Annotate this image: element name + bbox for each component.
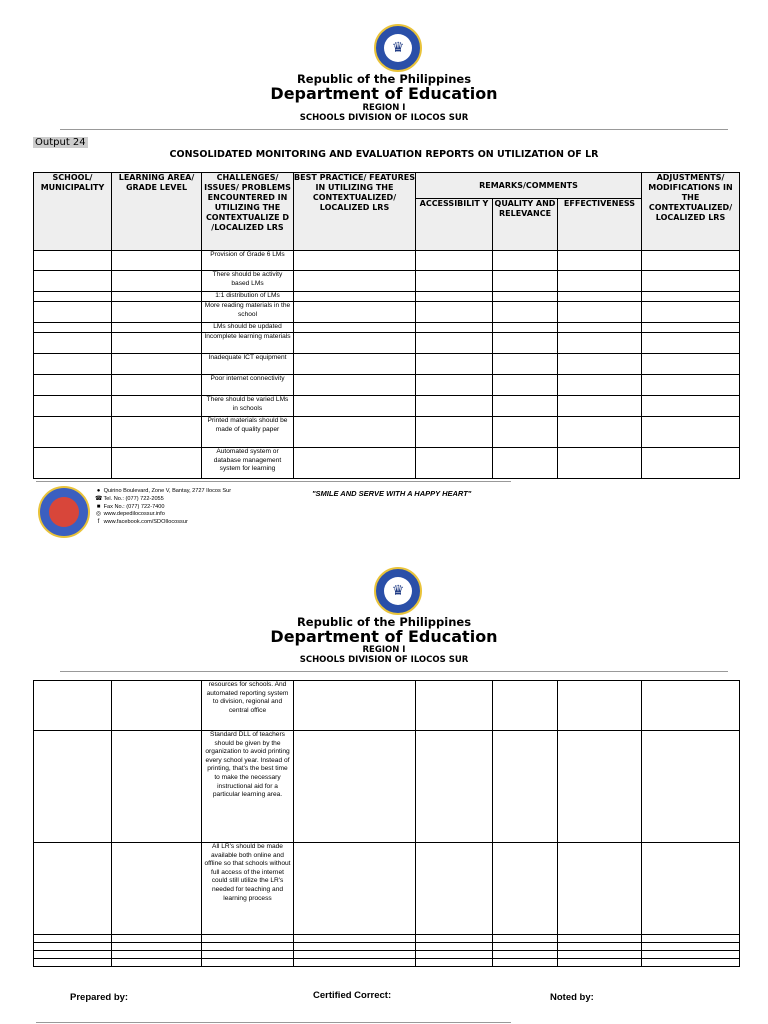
empty-cell	[558, 681, 642, 731]
challenge-cell	[202, 951, 294, 959]
empty-cell	[493, 417, 558, 448]
empty-cell	[416, 396, 493, 417]
empty-cell	[294, 731, 416, 843]
empty-cell	[112, 731, 202, 843]
empty-cell	[112, 417, 202, 448]
empty-cell	[416, 302, 493, 323]
empty-cell	[112, 323, 202, 333]
prepared-by-label: Prepared by:	[70, 992, 129, 1003]
empty-cell	[294, 951, 416, 959]
empty-cell	[642, 271, 740, 292]
empty-cell	[642, 681, 740, 731]
empty-cell	[642, 302, 740, 323]
monitoring-table-page2	[33, 680, 740, 967]
challenge-cell	[202, 935, 294, 943]
footer-divider-p2	[36, 1022, 511, 1023]
table-row	[34, 302, 740, 323]
seal-torch-icon-p2: ♛	[384, 577, 412, 605]
empty-cell	[34, 935, 112, 943]
col-header-learning-area: LEARNING AREA/ GRADE LEVEL	[112, 173, 202, 251]
facebook-link[interactable]: www.facebook.com/SDOIlocossur	[103, 519, 188, 526]
empty-cell	[416, 731, 493, 843]
phone-icon: ☎	[95, 495, 103, 502]
empty-cell	[493, 333, 558, 354]
empty-cell	[294, 323, 416, 333]
challenge-cell: LMs should be updated	[202, 323, 294, 333]
challenge-cell	[202, 943, 294, 951]
challenge-cell: All LR's should be made available both online and offline so that schools without full access of the internet could still utilize the LR's needed for teaching and learning process	[202, 843, 294, 935]
web-link[interactable]: www.depedilocossur.info	[103, 511, 165, 518]
empty-cell	[34, 396, 112, 417]
empty-cell	[558, 843, 642, 935]
empty-cell	[642, 396, 740, 417]
empty-cell	[416, 333, 493, 354]
empty-cell	[294, 354, 416, 375]
tel-text: Tel. No.: (077) 722-2055	[103, 495, 164, 502]
empty-cell	[642, 943, 740, 951]
empty-cell	[34, 354, 112, 375]
header-divider	[60, 129, 728, 130]
empty-cell	[493, 396, 558, 417]
empty-cell	[34, 959, 112, 967]
empty-cell	[294, 843, 416, 935]
empty-cell	[558, 448, 642, 479]
col-header-quality: QUALITY AND RELEVANCE	[493, 199, 558, 251]
empty-cell	[493, 935, 558, 943]
challenge-cell: Standard DLL of teachers should be given by the organization to avoid printing every school year. Instead of printing, that's the best time to make the necessary instructional aid for a particular learning area.	[202, 731, 294, 843]
empty-cell	[34, 943, 112, 951]
slogan: "SMILE AND SERVE WITH A HAPPY HEART"	[312, 489, 472, 498]
col-header-adjustments: ADJUSTMENTS/ MODIFICATIONS IN THE CONTEXTUALIZED/ LOCALIZED LRS	[642, 173, 740, 251]
empty-cell	[112, 681, 202, 731]
seal-torch-icon: ♛	[384, 34, 412, 62]
empty-cell	[416, 959, 493, 967]
empty-cell	[294, 396, 416, 417]
empty-cell	[642, 951, 740, 959]
empty-cell	[558, 951, 642, 959]
table-row	[34, 271, 740, 292]
challenge-cell: There should be activity based LMs	[202, 271, 294, 292]
empty-cell	[642, 417, 740, 448]
empty-cell	[558, 943, 642, 951]
empty-cell	[416, 951, 493, 959]
empty-cell	[558, 375, 642, 396]
noted-by-label: Noted by:	[550, 992, 594, 1003]
empty-cell	[493, 354, 558, 375]
empty-cell	[416, 323, 493, 333]
empty-cell	[558, 302, 642, 323]
empty-cell	[416, 935, 493, 943]
certified-correct-label: Certified Correct:	[313, 990, 392, 1001]
empty-cell	[34, 681, 112, 731]
empty-cell	[558, 292, 642, 302]
empty-cell	[34, 731, 112, 843]
table-row	[34, 323, 740, 333]
empty-cell	[112, 396, 202, 417]
empty-cell	[112, 271, 202, 292]
challenge-cell: Incomplete learning materials	[202, 333, 294, 354]
empty-cell	[294, 681, 416, 731]
empty-cell	[34, 333, 112, 354]
empty-cell	[558, 323, 642, 333]
header-department-p2: Department of Education	[270, 627, 498, 646]
empty-cell	[493, 843, 558, 935]
challenge-cell: There should be varied LMs in schools	[202, 396, 294, 417]
empty-cell	[416, 251, 493, 271]
deped-seal-logo-p2	[374, 567, 422, 615]
empty-cell	[493, 292, 558, 302]
location-pin-icon: ●	[96, 488, 101, 494]
monitoring-table-page1	[33, 172, 740, 479]
header-region: REGION I	[362, 103, 406, 113]
empty-cell	[416, 681, 493, 731]
output-tag: Output 24	[35, 137, 86, 148]
facebook-icon: f	[97, 519, 100, 526]
empty-cell	[642, 333, 740, 354]
empty-cell	[493, 302, 558, 323]
empty-cell	[294, 302, 416, 323]
empty-cell	[34, 843, 112, 935]
empty-cell	[493, 323, 558, 333]
empty-cell	[34, 251, 112, 271]
challenge-cell	[202, 959, 294, 967]
col-header-school: SCHOOL/ MUNICIPALITY	[34, 173, 112, 251]
empty-cell	[294, 943, 416, 951]
header-department: Department of Education	[270, 84, 498, 103]
table-row	[34, 681, 740, 731]
table-row	[34, 375, 740, 396]
empty-cell	[493, 448, 558, 479]
empty-cell	[558, 271, 642, 292]
header-republic-p2: Republic of the Philippines	[296, 615, 472, 629]
empty-cell	[112, 302, 202, 323]
empty-cell	[642, 251, 740, 271]
empty-cell	[34, 448, 112, 479]
empty-cell	[558, 333, 642, 354]
empty-cell	[112, 354, 202, 375]
header-region-p2: REGION I	[362, 645, 406, 655]
empty-cell	[112, 448, 202, 479]
empty-cell	[294, 959, 416, 967]
header-division-p2: SCHOOLS DIVISION OF ILOCOS SUR	[299, 655, 469, 665]
empty-cell	[493, 959, 558, 967]
header-republic: Republic of the Philippines	[296, 72, 472, 86]
table-row	[34, 333, 740, 354]
table-row	[34, 396, 740, 417]
table-row	[34, 251, 740, 271]
table-row	[34, 354, 740, 375]
empty-cell	[416, 448, 493, 479]
empty-cell	[294, 417, 416, 448]
challenge-cell: Provision of Grade 6 LMs	[202, 251, 294, 271]
table-row	[34, 448, 740, 479]
fax-text: Fax No.: (077) 722-7400	[103, 503, 165, 510]
challenge-cell: Inadequate ICT equipment	[202, 354, 294, 375]
table-row	[34, 935, 740, 943]
header-division: SCHOOLS DIVISION OF ILOCOS SUR	[299, 113, 469, 123]
empty-cell	[112, 333, 202, 354]
empty-cell	[416, 354, 493, 375]
empty-cell	[416, 943, 493, 951]
challenge-cell: resources for schools. And automated reporting system to division, regional and central office	[202, 681, 294, 731]
empty-cell	[416, 292, 493, 302]
empty-cell	[558, 959, 642, 967]
footer-divider	[36, 481, 511, 482]
empty-cell	[112, 843, 202, 935]
empty-cell	[112, 935, 202, 943]
empty-cell	[112, 943, 202, 951]
empty-cell	[112, 292, 202, 302]
empty-cell	[34, 271, 112, 292]
col-header-best-practice: BEST PRACTICE/ FEATURES IN UTILIZING THE CONTEXTUALIZED/ LOCALIZED LRS	[294, 173, 416, 251]
header-divider-p2	[60, 671, 728, 672]
contact-block	[95, 488, 231, 527]
empty-cell	[493, 251, 558, 271]
empty-cell	[642, 448, 740, 479]
empty-cell	[558, 417, 642, 448]
challenge-cell: Automated system or database management system for learning	[202, 448, 294, 479]
empty-cell	[642, 935, 740, 943]
empty-cell	[294, 251, 416, 271]
empty-cell	[112, 951, 202, 959]
empty-cell	[493, 943, 558, 951]
challenge-cell: Printed materials should be made of quality paper	[202, 417, 294, 448]
empty-cell	[112, 959, 202, 967]
address-text: Quirino Boulevard, Zone V, Bantay, 2727 Ilocos Sur	[103, 488, 232, 494]
empty-cell	[34, 375, 112, 396]
table-row	[34, 843, 740, 935]
deped-seal-logo	[374, 24, 422, 72]
empty-cell	[642, 323, 740, 333]
empty-cell	[112, 251, 202, 271]
report-title: CONSOLIDATED MONITORING AND EVALUATION REPORTS ON UTILIZATION OF LR	[169, 149, 599, 160]
empty-cell	[34, 323, 112, 333]
empty-cell	[558, 396, 642, 417]
col-header-remarks: REMARKS/COMMENTS	[416, 173, 642, 199]
empty-cell	[493, 681, 558, 731]
empty-cell	[642, 731, 740, 843]
empty-cell	[294, 935, 416, 943]
empty-cell	[34, 951, 112, 959]
challenge-cell: More reading materials in the school	[202, 302, 294, 323]
empty-cell	[642, 843, 740, 935]
empty-cell	[558, 354, 642, 375]
empty-cell	[294, 448, 416, 479]
empty-cell	[294, 375, 416, 396]
empty-cell	[34, 302, 112, 323]
empty-cell	[294, 333, 416, 354]
empty-cell	[558, 935, 642, 943]
col-header-effectiveness: EFFECTIVENESS	[558, 199, 642, 251]
empty-cell	[34, 292, 112, 302]
sdo-logo	[38, 486, 90, 538]
globe-icon: ◎	[95, 511, 102, 518]
empty-cell	[416, 271, 493, 292]
table-row	[34, 951, 740, 959]
empty-cell	[642, 959, 740, 967]
empty-cell	[642, 292, 740, 302]
table-row	[34, 731, 740, 843]
empty-cell	[493, 271, 558, 292]
fax-icon: ■	[96, 503, 101, 510]
challenge-cell: 1:1 distribution of LMs	[202, 292, 294, 302]
empty-cell	[416, 843, 493, 935]
empty-cell	[294, 271, 416, 292]
empty-cell	[493, 951, 558, 959]
table-row	[34, 943, 740, 951]
empty-cell	[642, 375, 740, 396]
empty-cell	[34, 417, 112, 448]
empty-cell	[558, 731, 642, 843]
empty-cell	[558, 251, 642, 271]
empty-cell	[416, 375, 493, 396]
col-header-accessibility: ACCESSIBILIT Y	[416, 199, 493, 251]
challenge-cell: Poor internet connectivity	[202, 375, 294, 396]
empty-cell	[416, 417, 493, 448]
empty-cell	[112, 375, 202, 396]
table-row	[34, 959, 740, 967]
table-row	[34, 417, 740, 448]
empty-cell	[642, 354, 740, 375]
empty-cell	[493, 731, 558, 843]
col-header-challenges: CHALLENGES/ ISSUES/ PROBLEMS ENCOUNTERED IN UTILIZING THE CONTEXTUALIZE D /LOCALIZED LRS	[202, 173, 294, 251]
table-row	[34, 292, 740, 302]
empty-cell	[294, 292, 416, 302]
empty-cell	[493, 375, 558, 396]
